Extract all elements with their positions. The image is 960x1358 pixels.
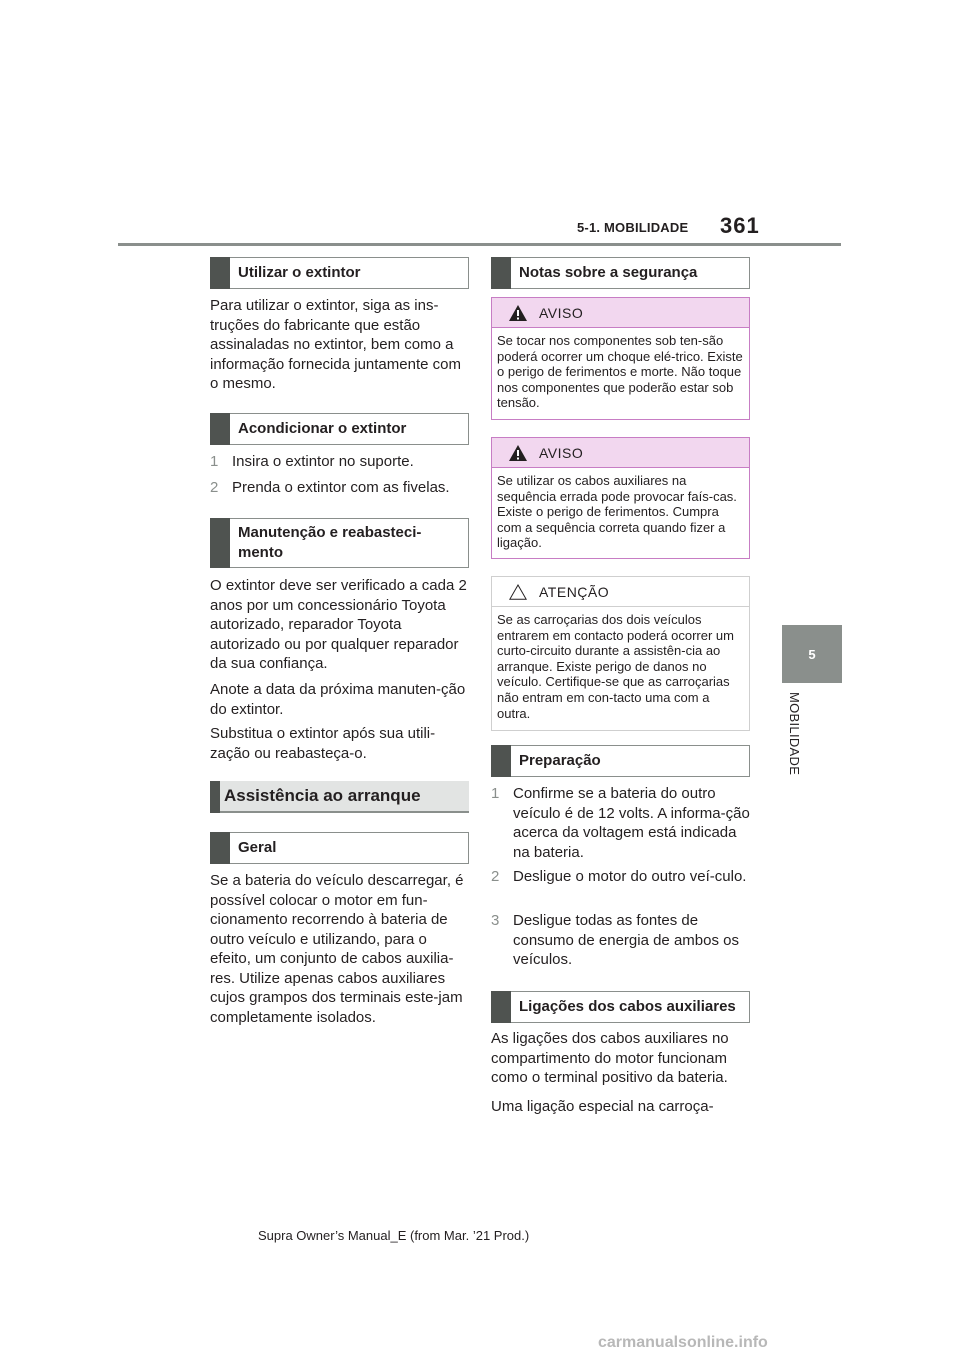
warning-box-2 bbox=[491, 437, 750, 559]
page-number: 361 bbox=[720, 213, 760, 238]
warning-box-1 bbox=[491, 297, 750, 420]
paragraph-ligacoes-2: Uma ligação especial na carroça- bbox=[491, 1098, 714, 1115]
caution-title: ATENÇÃO bbox=[539, 584, 610, 600]
heading-assistencia-arranque: Assistência ao arranque bbox=[210, 781, 469, 813]
watermark: carmanualsonline.info bbox=[598, 1334, 768, 1351]
chapter-side-label bbox=[775, 692, 815, 802]
list-item: 1 Confirme se a bateria do outro veículo é de 12 volts. A informa-ção acerca da voltagem está indicada na bateria. bbox=[491, 785, 750, 861]
heading-acondicionar-extintor: Acondicionar o extintor bbox=[210, 413, 469, 445]
warning-text: Se tocar nos componentes sob ten-são poderá ocorrer um choque elé-trico. Existe o perigo de ferimentos e morte. Não toque nos componentes que poderão estar sob tensão. bbox=[497, 333, 743, 411]
caution-triangle-icon bbox=[509, 584, 527, 600]
heading-utilizar-extintor: Utilizar o extintor bbox=[210, 257, 469, 289]
heading-notas-seguranca: Notas sobre a segurança bbox=[491, 257, 750, 289]
heading-ligacoes-cabos: Ligações dos cabos auxiliares bbox=[491, 991, 750, 1023]
heading-preparacao: Preparação bbox=[491, 745, 750, 777]
warning-title: AVISO bbox=[539, 445, 584, 461]
paragraph-manutencao-2: Anote a data da próxima manuten-ção do extintor. bbox=[210, 681, 466, 718]
list-item: 2 Prenda o extintor com as fivelas. bbox=[210, 479, 450, 496]
paragraph-manutencao-1: O extintor deve ser verificado a cada 2 anos por um concessionário Toyota autorizado, reparador Toyota autorizado ou por qualquer reparador da sua confiança. bbox=[210, 577, 467, 672]
paragraph-geral: Se a bateria do veículo descarregar, é possível colocar o motor em fun-cionamento recorrendo à bateria de outro veículo e utilizando, para o efeito, um conjunto de cabos auxilia-res. Utilize apenas cabos auxiliares cujos grampos dos terminais este-jam completamente isolados. bbox=[210, 872, 464, 1026]
chapter-tab: 5 bbox=[782, 625, 842, 683]
list-item: 3 Desligue todas as fontes de consumo de energia de ambos os veículos. bbox=[491, 912, 739, 968]
warning-title: AVISO bbox=[539, 305, 584, 321]
warning-text: Se utilizar os cabos auxiliares na sequência errada pode provocar faís-cas. Existe o perigo de ferimentos. Cumpra com a sequência correta quando fizer a ligação. bbox=[497, 473, 737, 551]
warning-triangle-icon bbox=[509, 445, 527, 461]
paragraph-ligacoes-1: As ligações dos cabos auxiliares no compartimento do motor funcionam como o terminal positivo da bateria. bbox=[491, 1030, 729, 1086]
heading-geral: Geral bbox=[210, 832, 469, 864]
paragraph-utilizar: Para utilizar o extintor, siga as ins-truções do fabricante que estão assinaladas no extintor, bem como a informação fornecida juntamente com o mesmo. bbox=[210, 297, 461, 392]
header-rule bbox=[118, 243, 841, 246]
footer-manual-title: Supra Owner’s Manual_E (from Mar. ’21 Prod.) bbox=[258, 1228, 530, 1243]
list-item: 1 Insira o extintor no suporte. bbox=[210, 453, 414, 470]
paragraph-manutencao-3: Substitua o extintor após sua utili-zação ou reabasteça-o. bbox=[210, 725, 436, 762]
caution-text: Se as carroçarias dos dois veículos entrarem em contacto poderá ocorrer um curto-circuito durante a assistên-cia ao arranque. Existe perigo de danos no veículo. Certifique-se que as carroçarias não entram em con-tacto uma com a outra. bbox=[497, 612, 734, 721]
chapter-side-label-text: MOBILIDADE bbox=[787, 692, 802, 776]
heading-manutencao: Manutenção e reabasteci-mento bbox=[210, 518, 469, 568]
caution-box bbox=[491, 576, 750, 731]
header-section-title: 5-1. MOBILIDADE bbox=[577, 220, 689, 235]
list-item: 2 Desligue o motor do outro veí-culo. bbox=[491, 868, 747, 885]
warning-triangle-icon bbox=[509, 305, 527, 321]
